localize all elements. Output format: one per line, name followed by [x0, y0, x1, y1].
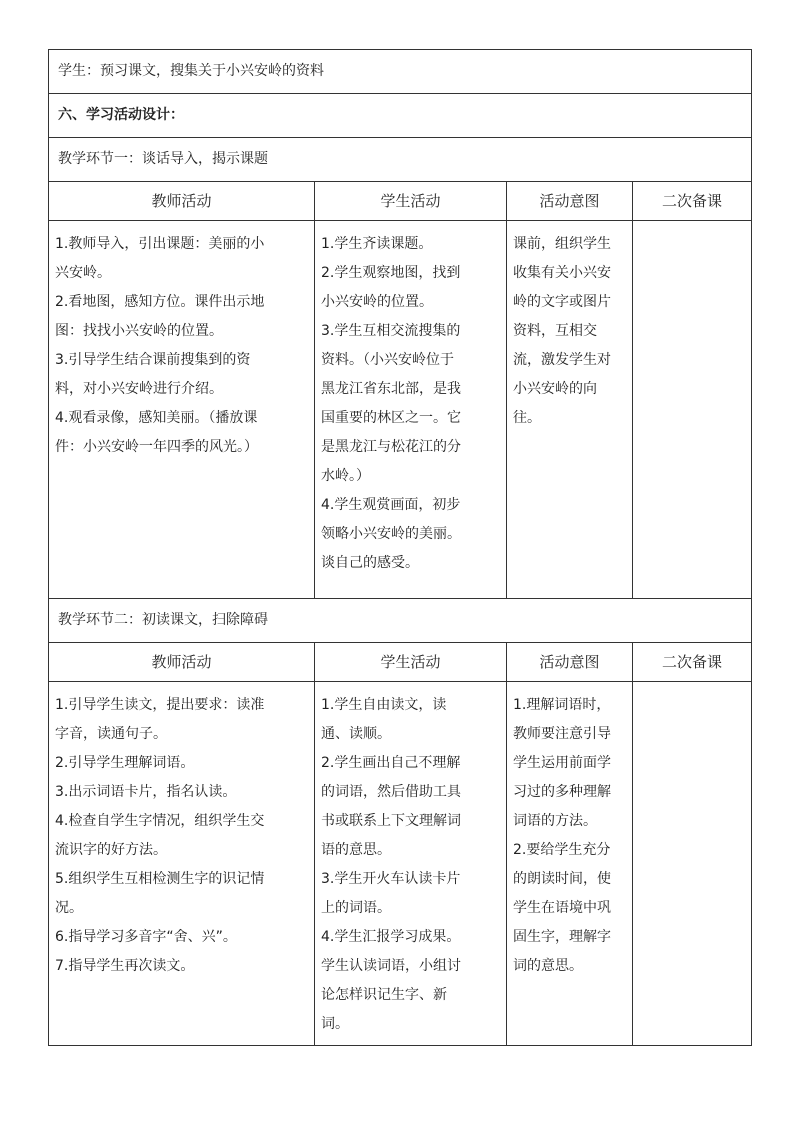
cell-line: 2.学生画出自己不理解	[321, 755, 461, 771]
student-prep-text: 学生：预习课文，搜集关于小兴安岭的资料	[49, 50, 752, 94]
cell-line: 词的意思。	[513, 958, 583, 974]
cell-line: 流，激发学生对	[513, 352, 611, 368]
cell-line: 黑龙江省东北部，是我	[321, 381, 461, 397]
cell-line: 的词语，然后借助工具	[321, 784, 461, 800]
segment-title: 教学环节二：初读课文，扫除障碍	[49, 599, 752, 643]
cell-line: 件：小兴安岭一年四季的风光。）	[55, 439, 258, 455]
cell-line: 3.出示词语卡片，指名认读。	[55, 784, 237, 800]
cell-line: 上的词语。	[321, 900, 391, 916]
cell-line: 学生在语境中巩	[513, 900, 611, 916]
cell-line: 字音，读通句子。	[55, 726, 167, 742]
teacher-activity-header: 教师活动	[49, 182, 315, 221]
cell-line: 领略小兴安岭的美丽。	[321, 526, 461, 542]
cell-line: 5.组织学生互相检测生字的识记情	[55, 871, 265, 887]
segment-title: 教学环节一：谈话导入，揭示课题	[49, 138, 752, 182]
segment-title-row	[49, 138, 752, 182]
cell-line: 词。	[321, 1016, 349, 1032]
section-title: 六、学习活动设计：	[49, 94, 752, 138]
cell-line: 国重要的林区之一。它	[321, 410, 461, 426]
cell-line: 2.引导学生理解词语。	[55, 755, 195, 771]
cell-line: 往。	[513, 410, 541, 426]
cell-line: 习过的多种理解	[513, 784, 611, 800]
cell-line: 2.学生观察地图，找到	[321, 265, 461, 281]
prep-row	[49, 50, 752, 94]
cell-line: 水岭。）	[321, 468, 370, 484]
cell-line: 1.教师导入，引出课题：美丽的小	[55, 236, 265, 252]
cell-line: 谈自己的感受。	[321, 555, 419, 571]
cell-line: 小兴安岭的向	[513, 381, 597, 397]
cell-line: 课前，组织学生	[513, 236, 611, 252]
student-activity-cell	[315, 682, 507, 1046]
cell-line: 1.引导学生读文，提出要求：读准	[55, 697, 265, 713]
activity-intent-header: 活动意图	[507, 643, 633, 682]
column-header-row	[49, 182, 752, 221]
teacher-activity-header: 教师活动	[49, 643, 315, 682]
cell-line: 4.学生汇报学习成果。	[321, 929, 461, 945]
cell-line: 况。	[55, 900, 83, 916]
cell-line: 的朗读时间，使	[513, 871, 611, 887]
cell-line: 书或联系上下文理解词	[321, 813, 461, 829]
cell-line: 收集有关小兴安	[513, 265, 611, 281]
second-prep-cell	[633, 221, 752, 599]
cell-line: 3.学生互相交流搜集的	[321, 323, 461, 339]
segment-body-row	[49, 682, 752, 1046]
teacher-activity-cell	[49, 682, 315, 1046]
cell-line: 4.学生观赏画面，初步	[321, 497, 461, 513]
cell-line: 4.观看录像，感知美丽。（播放课	[55, 410, 258, 426]
cell-line: 料，对小兴安岭进行介绍。	[55, 381, 223, 397]
second-prep-cell	[633, 682, 752, 1046]
section-title-row	[49, 94, 752, 138]
cell-line: 学生认读词语，小组讨	[321, 958, 461, 974]
cell-line: 资料，互相交	[513, 323, 597, 339]
cell-line: 流识字的好方法。	[55, 842, 167, 858]
teacher-activity-cell	[49, 221, 315, 599]
cell-line: 学生运用前面学	[513, 755, 611, 771]
column-header-row	[49, 643, 752, 682]
cell-line: 1.理解词语时，	[513, 697, 611, 713]
cell-line: 1.学生自由读文，读	[321, 697, 447, 713]
cell-line: 词语的方法。	[513, 813, 597, 829]
cell-line: 4.检查自学生字情况，组织学生交	[55, 813, 265, 829]
cell-line: 固生字，理解字	[513, 929, 611, 945]
cell-line: 2.要给学生充分	[513, 842, 611, 858]
cell-line: 图：找找小兴安岭的位置。	[55, 323, 223, 339]
activity-intent-cell	[507, 221, 633, 599]
cell-line: 小兴安岭的位置。	[321, 294, 433, 310]
cell-line: 1.学生齐读课题。	[321, 236, 433, 252]
cell-line: 资料。（小兴安岭位于	[321, 352, 454, 368]
second-prep-header: 二次备课	[633, 182, 752, 221]
activity-intent-cell	[507, 682, 633, 1046]
cell-line: 2.看地图，感知方位。课件出示地	[55, 294, 265, 310]
cell-line: 兴安岭。	[55, 265, 111, 281]
segment-title-row	[49, 599, 752, 643]
cell-line: 论怎样识记生字、新	[321, 987, 447, 1003]
cell-line: 3.学生开火车认读卡片	[321, 871, 461, 887]
cell-line: 语的意思。	[321, 842, 391, 858]
activity-intent-header: 活动意图	[507, 182, 633, 221]
cell-line: 6.指导学习多音字“舍、兴”。	[55, 929, 237, 945]
cell-line: 岭的文字或图片	[513, 294, 611, 310]
cell-line: 7.指导学生再次读文。	[55, 958, 195, 974]
student-activity-header: 学生活动	[315, 182, 507, 221]
cell-line: 通、读顺。	[321, 726, 391, 742]
lesson-plan-table	[48, 49, 752, 1046]
student-activity-header: 学生活动	[315, 643, 507, 682]
segment-body-row	[49, 221, 752, 599]
cell-line: 教师要注意引导	[513, 726, 611, 742]
second-prep-header: 二次备课	[633, 643, 752, 682]
student-activity-cell	[315, 221, 507, 599]
cell-line: 3.引导学生结合课前搜集到的资	[55, 352, 251, 368]
cell-line: 是黑龙江与松花江的分	[321, 439, 461, 455]
